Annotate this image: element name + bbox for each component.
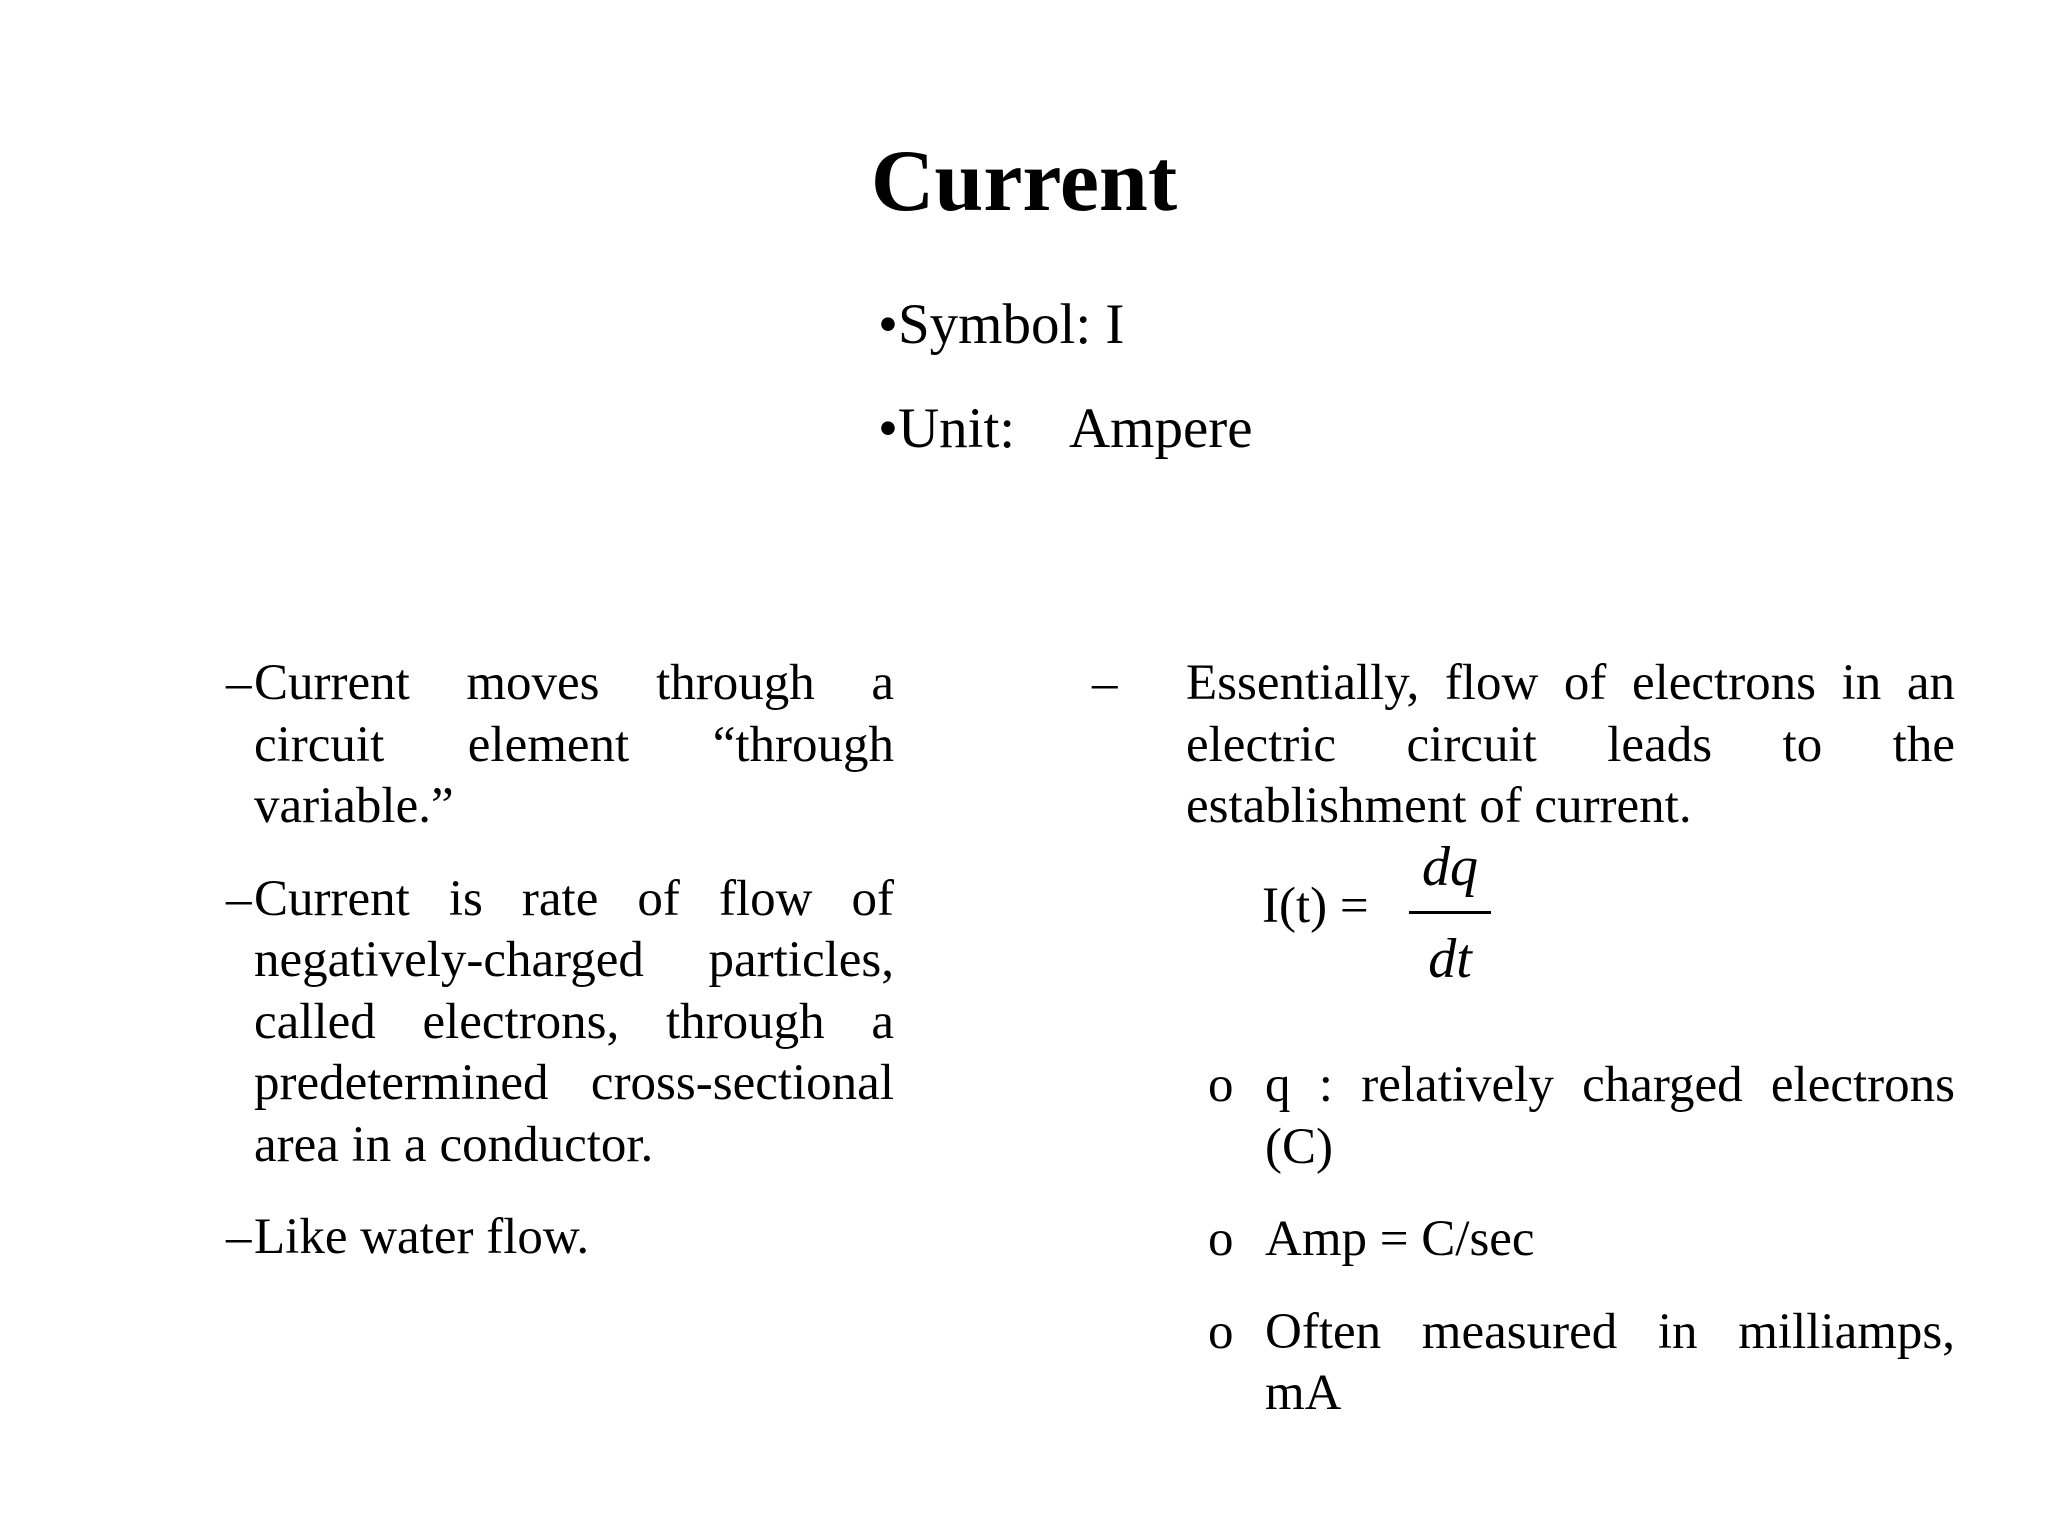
property-symbol-text: Symbol: I (897, 293, 1125, 356)
dash-marker: – (226, 1209, 252, 1265)
dash-marker: – (1092, 655, 1118, 711)
circle-bullet-icon: o (1208, 1057, 1234, 1113)
right-column (1092, 653, 1955, 838)
bullet-dot: • (878, 397, 898, 460)
sub-list-item (1208, 1302, 1955, 1425)
left-item-text: Current is rate of flow of negatively-charged particles, called electrons, through a predetermined cross-sectional area in a conductor. (254, 870, 894, 1173)
right-sub-list (1208, 1055, 1955, 1456)
sub-item-text: Often measured in milliamps, mA (1265, 1303, 1955, 1421)
current-equation (1262, 832, 1522, 1002)
bullet-dot: • (878, 293, 898, 356)
fraction-denominator: dt (1428, 928, 1472, 990)
right-item-text: Essentially, flow of electrons in an electric circuit leads to the establishment of current. (1186, 655, 1955, 834)
sub-list-item (1208, 1055, 1955, 1178)
dash-marker: – (226, 870, 252, 927)
property-symbol (878, 292, 1253, 358)
fraction-numerator: dq (1422, 836, 1478, 898)
left-item-text: Current moves through a circuit element “through variable.” (254, 655, 894, 834)
circle-bullet-icon: o (1208, 1303, 1234, 1360)
property-unit (878, 396, 1253, 462)
left-item (226, 869, 894, 1177)
circle-bullet-icon: o (1208, 1211, 1234, 1267)
left-item (226, 1207, 894, 1269)
left-column (226, 653, 894, 1300)
left-item-text: Like water flow. (254, 1209, 590, 1265)
left-item (226, 653, 894, 838)
fraction-bar (1409, 911, 1491, 914)
right-item (1092, 653, 1955, 838)
slide-title: Current (870, 133, 1178, 230)
sub-item-text: q : relatively charged electrons (C) (1265, 1057, 1955, 1175)
sub-list-item (1208, 1209, 1955, 1271)
dash-marker: – (226, 655, 252, 711)
equation-lhs: I(t) = (1262, 878, 1369, 934)
property-unit-text: Unit: Ampere (897, 397, 1253, 460)
properties-list (878, 292, 1253, 500)
sub-item-text: Amp = C/sec (1265, 1211, 1535, 1267)
